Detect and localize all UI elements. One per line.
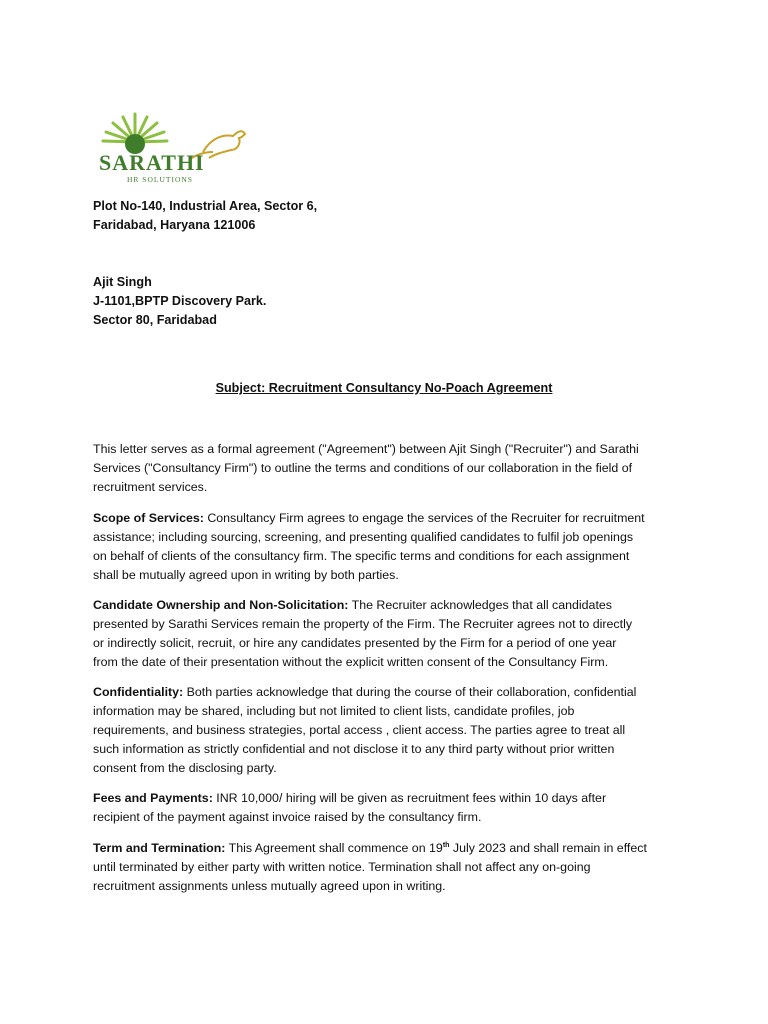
text-line: recipient of the payment against invoice raised by the consultancy firm. [93, 810, 482, 824]
horse-icon [203, 131, 245, 158]
text-line: information may be shared, including but not limited to client lists, candidate profiles, job [93, 704, 575, 718]
ownership-paragraph [93, 596, 683, 672]
sender-line: Faridabad, Haryana 121006 [93, 218, 256, 232]
text-line: assistance; including sourcing, screening, and presenting qualified candidates to fulfil job openings [93, 530, 634, 544]
term-paragraph [93, 839, 683, 896]
text-line: consent from the disclosing party. [93, 761, 277, 775]
confidentiality-heading: Confidentiality: [93, 685, 184, 699]
recipient-line: J-1101,BPTP Discovery Park. [93, 294, 267, 308]
text-line: recruitment assignments unless mutually agreed upon in writing. [93, 879, 446, 893]
text-line: Both parties acknowledge that during the course of their collaboration, confidential [183, 685, 637, 699]
recipient-address [93, 273, 266, 330]
term-heading: Term and Termination: [93, 841, 226, 855]
logo-tagline: HR SOLUTIONS [127, 175, 193, 184]
logo-wordmark: SARATHI [99, 150, 205, 175]
text-line: INR 10,000/ hiring will be given as recruitment fees within 10 days after [212, 791, 607, 805]
recipient-name: Ajit Singh [93, 275, 152, 289]
text-line: from the date of their presentation without the explicit written consent of the Consultancy Firm. [93, 655, 609, 669]
date-ordinal: th [442, 841, 450, 849]
fees-heading: Fees and Payments: [93, 791, 213, 805]
ownership-heading: Candidate Ownership and Non-Solicitation: [93, 598, 349, 612]
logo-graphic [93, 108, 253, 188]
sender-address [93, 197, 317, 235]
text-line: or indirectly solicit, recruit, or hire any candidates presented by the Firm for a period of one year [93, 636, 617, 650]
text-line: shall be mutually agreed upon in writing by both parties. [93, 568, 399, 582]
sender-line: Plot No-140, Industrial Area, Sector 6, [93, 199, 318, 213]
text-line: such information as strictly confidential and not disclose it to any third party without prior written [93, 742, 615, 756]
fees-paragraph [93, 789, 683, 827]
text-line: July 2023 and shall remain in effect [449, 841, 647, 855]
text-line: until terminated by either party with written notice. Termination shall not affect any on-going [93, 860, 591, 874]
scope-heading: Scope of Services: [93, 511, 204, 525]
intro-paragraph [93, 440, 683, 497]
sarathi-logo [93, 108, 253, 188]
subject-line: Subject: Recruitment Consultancy No-Poach Agreement [215, 381, 553, 395]
recipient-line: Sector 80, Faridabad [93, 313, 217, 327]
scope-paragraph [93, 509, 683, 585]
text-line: The Recruiter acknowledges that all candidates [348, 598, 612, 612]
text-line: presented by Sarathi Services remain the property of the Firm. The Recruiter agrees not to directly [93, 617, 633, 631]
text-line: requirements, and business strategies, portal access , client access. The parties agree to treat all [93, 723, 626, 737]
text-line: Services ("Consultancy Firm") to outline the terms and conditions of our collaboration in the field of [93, 461, 633, 475]
text-line: This Agreement shall commence on 19 [225, 841, 443, 855]
text-line: recruitment services. [93, 480, 208, 494]
text-line: Consultancy Firm agrees to engage the services of the Recruiter for recruitment [203, 511, 645, 525]
text-line: This letter serves as a formal agreement ("Agreement") between Ajit Singh ("Recruiter") and Sarathi [93, 442, 639, 456]
confidentiality-paragraph [93, 683, 683, 778]
text-line: on behalf of clients of the consultancy firm. The specific terms and conditions for each assignment [93, 549, 630, 563]
